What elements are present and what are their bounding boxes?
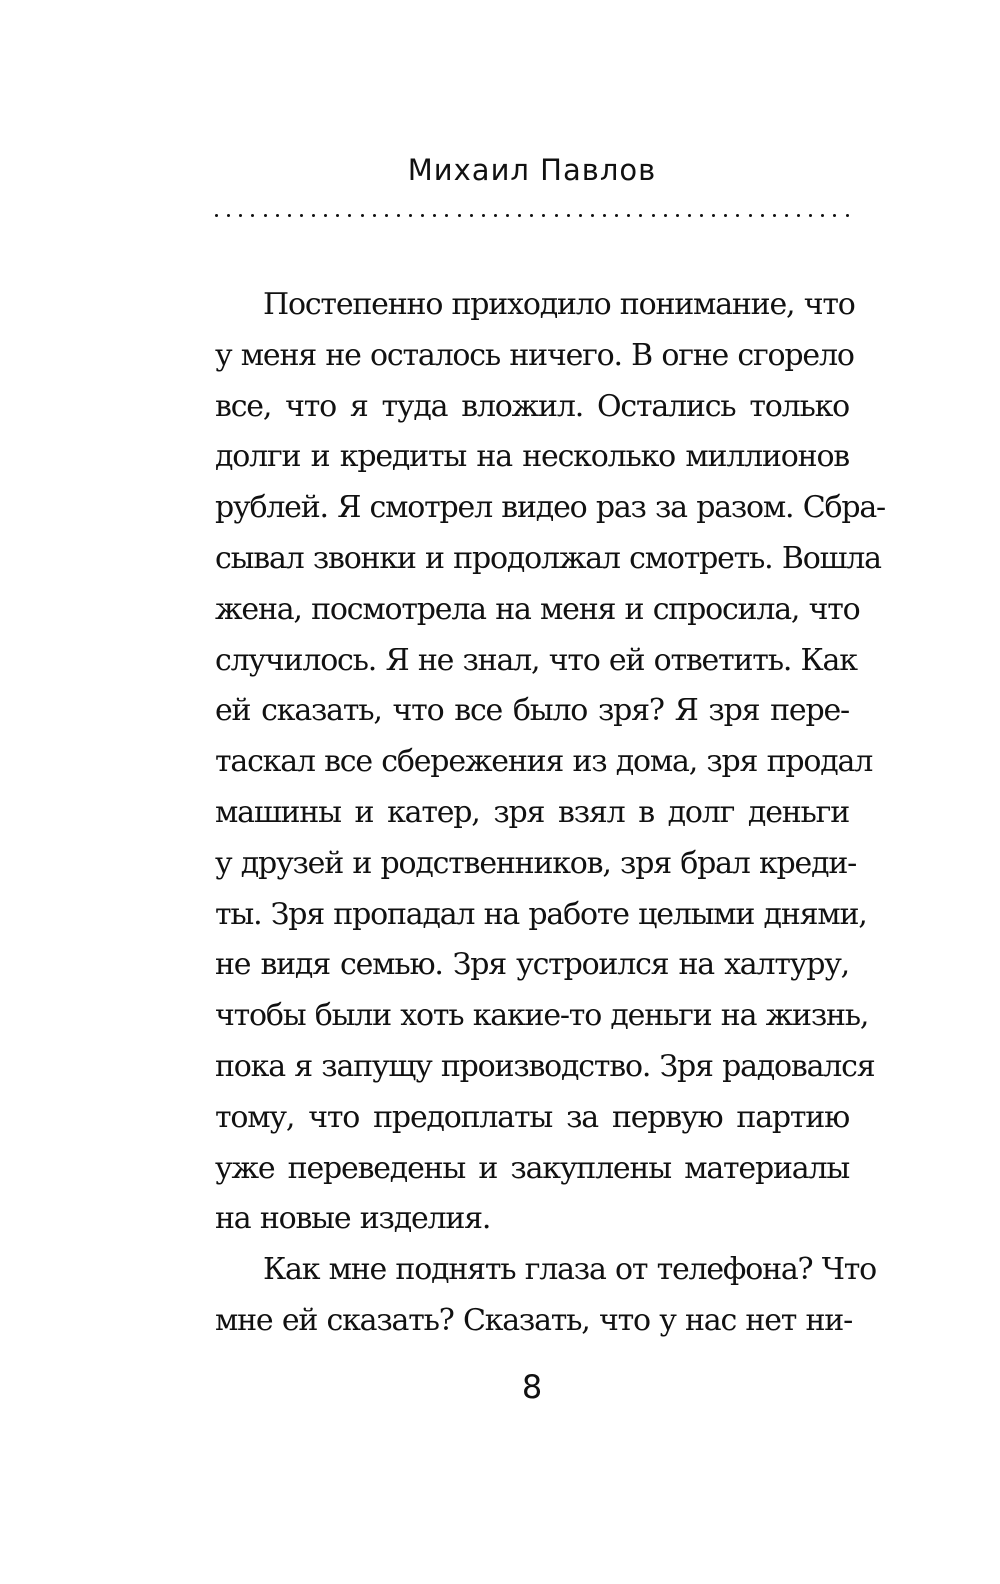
divider-dot [215,214,218,217]
text-line: на новые изделия. [215,1201,491,1237]
divider-dot [239,214,242,217]
dotted-divider [215,214,849,224]
divider-dot [482,214,485,217]
divider-dot [264,214,267,217]
divider-dot [724,214,727,217]
divider-dot [336,214,339,217]
text-line: тому, что предоплаты за первую партию [215,1099,849,1135]
divider-dot [409,214,412,217]
divider-dot [579,214,582,217]
text-line: долги и кредиты на несколько миллионов [215,439,849,475]
divider-dot [639,214,642,217]
text-line: у меня не осталось ничего. В огне сгорело [215,337,854,373]
divider-dot [664,214,667,217]
divider-dot [458,214,461,217]
divider-dot [494,214,497,217]
text-line: мне ей сказать? Сказать, что у нас нет ни- [215,1302,853,1338]
divider-dot [821,214,824,217]
divider-dot [373,214,376,217]
divider-dot [676,214,679,217]
divider-dot [736,214,739,217]
divider-dot [688,214,691,217]
divider-dot [809,214,812,217]
divider-dot [555,214,558,217]
divider-dot [627,214,630,217]
divider-dot [324,214,327,217]
divider-dot [361,214,364,217]
divider-dot [300,214,303,217]
divider-dot [846,214,849,217]
divider-dot [773,214,776,217]
text-line: машины и катер, зря взял в долг деньги [215,794,849,830]
text-line: сывал звонки и продолжал смотреть. Вошла [215,540,881,576]
text-line: ей сказать, что все было зря? Я зря пере- [215,693,849,729]
divider-dot [761,214,764,217]
divider-dot [700,214,703,217]
page-number: 8 [521,1368,543,1406]
text-line: Постепенно приходило понимание, что [263,287,855,322]
divider-dot [288,214,291,217]
divider-dot [397,214,400,217]
text-line: не видя семью. Зря устроился на халтуру, [215,947,849,983]
divider-dot [421,214,424,217]
divider-dot [312,214,315,217]
divider-dot [518,214,521,217]
divider-dot [833,214,836,217]
divider-dot [445,214,448,217]
divider-dot [251,214,254,217]
divider-dot [385,214,388,217]
divider-dot [348,214,351,217]
divider-dot [591,214,594,217]
divider-dot [542,214,545,217]
divider-dot [567,214,570,217]
paragraph-2 [215,1245,877,1347]
divider-dot [785,214,788,217]
divider-dot [615,214,618,217]
text-line: таскал все сбережения из дома, зря продал [215,744,873,780]
divider-dot [227,214,230,217]
text-line: у друзей и родственников, зря брал креди- [215,845,857,881]
text-line: случилось. Я не знал, что ей ответить. Как [215,642,857,678]
divider-dot [276,214,279,217]
running-header-author: Михаил Павлов [407,153,657,187]
page-body-text [215,280,885,1347]
divider-dot [797,214,800,217]
divider-dot [749,214,752,217]
text-line: ты. Зря пропадал на работе целыми днями, [215,896,867,932]
text-line: рублей. Я смотрел видео раз за разом. Сбра- [215,490,885,526]
divider-dot [470,214,473,217]
paragraph-1 [215,280,885,1245]
divider-dot [433,214,436,217]
text-line: все, что я туда вложил. Остались только [215,388,849,424]
text-line: уже переведены и закуплены материалы [215,1150,849,1186]
text-line: чтобы были хоть какие-то деньги на жизнь, [215,998,869,1034]
divider-dot [712,214,715,217]
divider-dot [603,214,606,217]
divider-dot [506,214,509,217]
divider-dot [530,214,533,217]
text-line: пока я запущу производство. Зря радовался [215,1048,875,1084]
text-line: жена, посмотрела на меня и спросила, что [215,591,860,627]
text-line: Как мне поднять глаза от телефона? Что [263,1252,877,1288]
divider-dot [652,214,655,217]
